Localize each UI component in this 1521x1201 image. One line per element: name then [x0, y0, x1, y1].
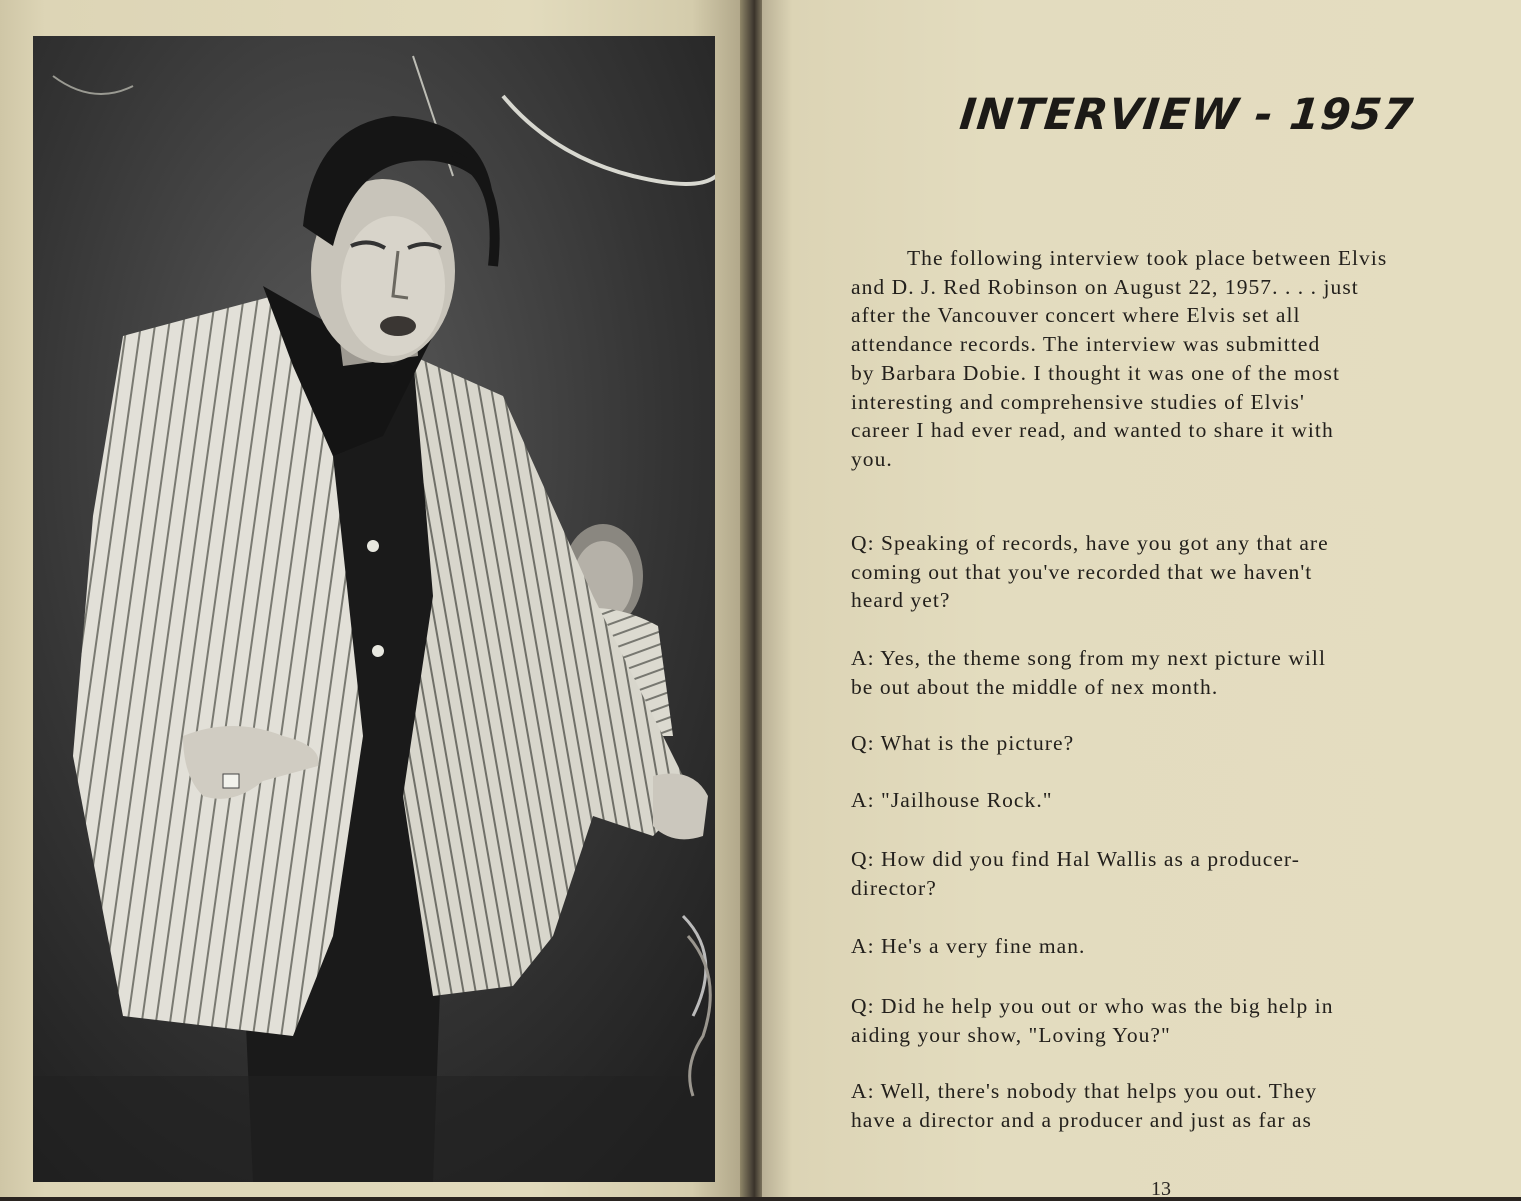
qa-question [851, 529, 1511, 615]
qa-line: Q: Did he help you out or who was the big help in [851, 994, 1334, 1018]
qa-line: A: He's a very fine man. [851, 934, 1086, 958]
intro-line: attendance records. The interview was submitted [851, 332, 1321, 357]
qa-line: Q: How did you find Hal Wallis as a producer- [851, 847, 1300, 871]
right-page [762, 0, 1521, 1200]
intro-line: career I had ever read, and wanted to share it with [851, 418, 1334, 443]
intro-line: you. [851, 446, 893, 471]
qa-question [851, 729, 1511, 758]
photo-performer-icon [33, 36, 715, 1182]
performer-photo [33, 36, 715, 1182]
qa-answer [851, 644, 1511, 701]
intro-line: and D. J. Red Robinson on August 22, 1957. . . . just [851, 274, 1359, 299]
qa-line: heard yet? [851, 588, 951, 613]
intro-line: after the Vancouver concert where Elvis set all [851, 303, 1301, 328]
qa-answer [851, 932, 1511, 961]
qa-question [851, 845, 1511, 902]
qa-line: aiding your show, "Loving You?" [851, 1022, 1171, 1047]
qa-line: A: Yes, the theme song from my next picture will [851, 646, 1326, 670]
qa-line: Q: What is the picture? [851, 731, 1075, 755]
qa-line: Q: Speaking of records, have you got any that are [851, 531, 1329, 555]
qa-line: A: Well, there's nobody that helps you out. They [851, 1079, 1318, 1103]
left-page [0, 0, 752, 1197]
qa-answer [851, 786, 1511, 815]
qa-line: coming out that you've recorded that we haven't [851, 559, 1313, 584]
qa-question [851, 992, 1511, 1049]
qa-line: be out about the middle of nex month. [851, 674, 1219, 699]
intro-line: interesting and comprehensive studies of Elvis' [851, 389, 1305, 414]
intro-line: by Barbara Dobie. I thought it was one of the most [851, 360, 1340, 385]
qa-answer [851, 1077, 1511, 1134]
intro-line: The following interview took place between Elvis [907, 246, 1388, 270]
qa-line: A: "Jailhouse Rock." [851, 788, 1053, 812]
qa-line: director? [851, 875, 937, 900]
page-title: INTERVIEW - 1957 [957, 90, 1416, 140]
qa-line: have a director and a producer and just as far as [851, 1107, 1312, 1132]
intro-paragraph [851, 244, 1511, 474]
page-number: 13 [1151, 1178, 1171, 1200]
